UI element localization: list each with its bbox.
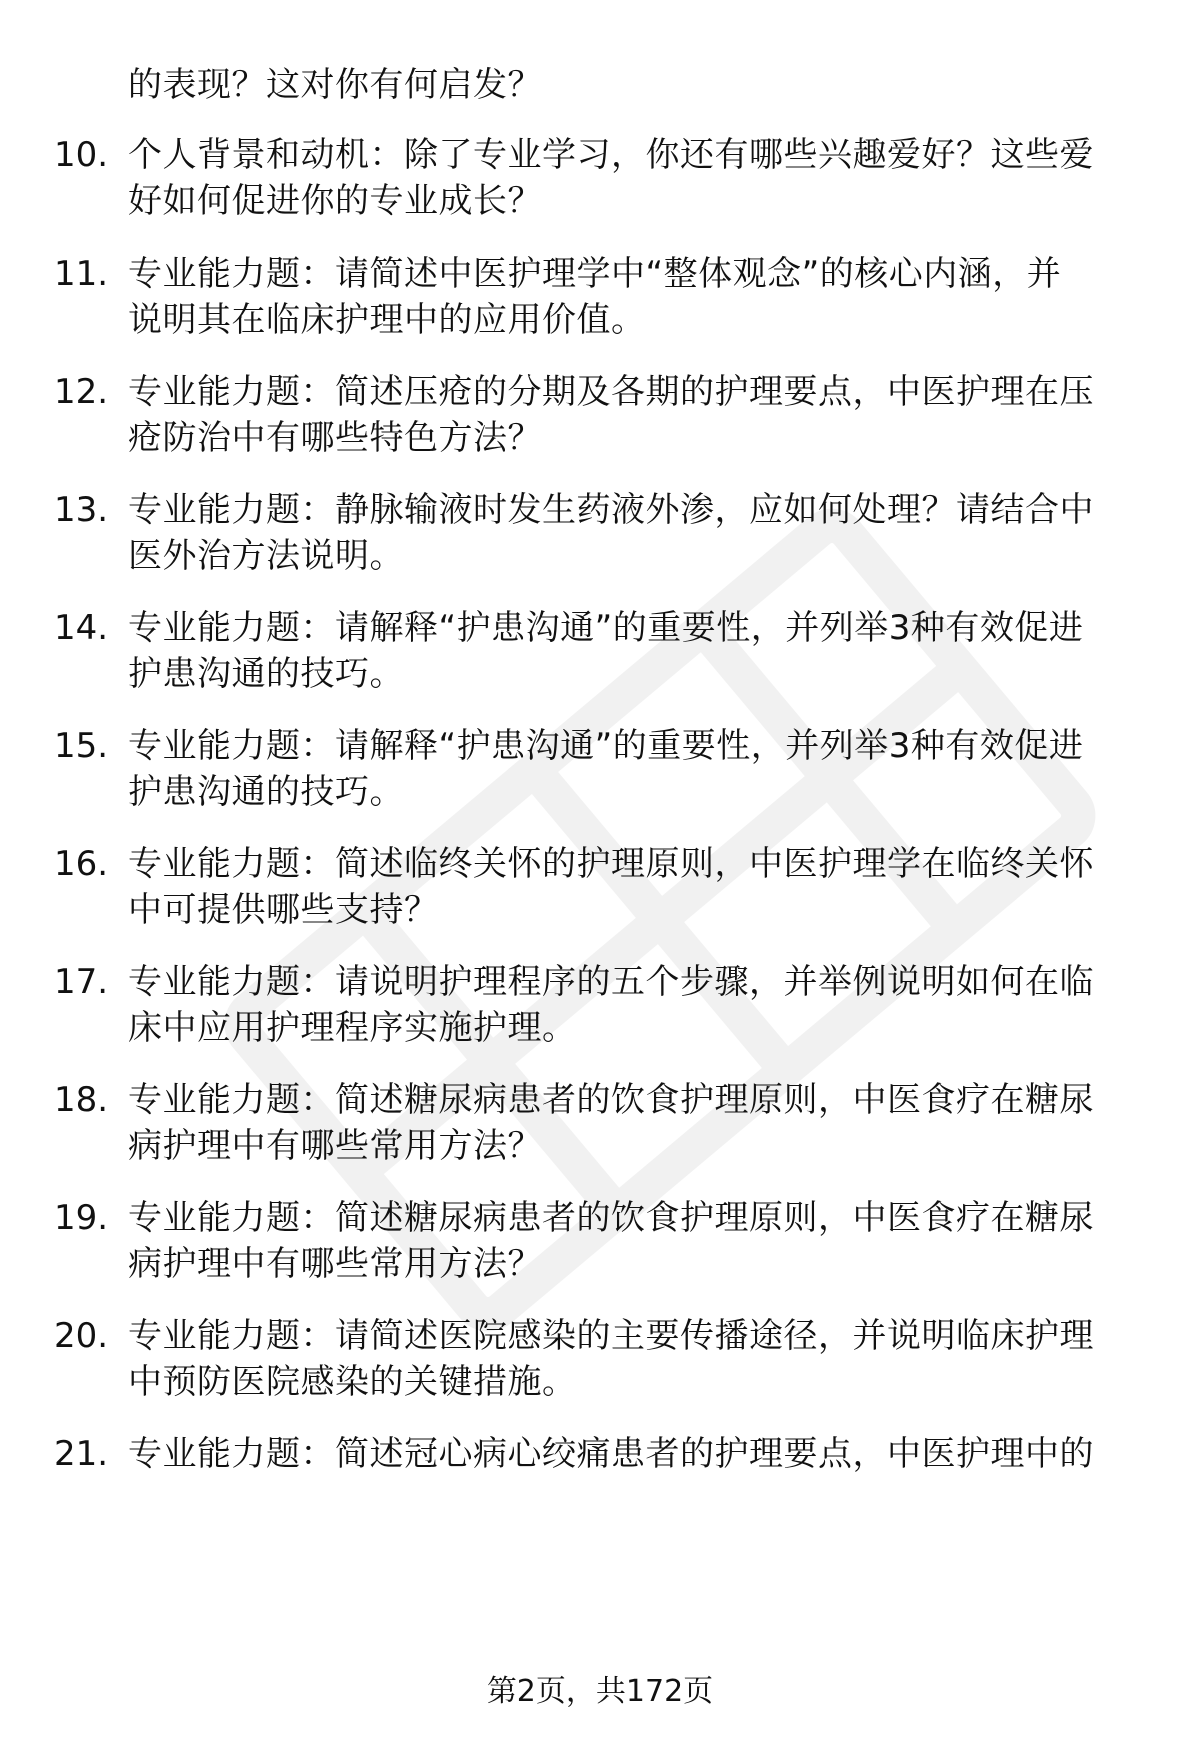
item-line: 疮防治中有哪些特色方法？ — [128, 418, 542, 458]
item-line: 护患沟通的技巧。 — [128, 772, 404, 812]
item-line: 中可提供哪些支持？ — [128, 890, 439, 930]
item-line: 专业能力题：简述压疮的分期及各期的护理要点，中医护理在压 — [128, 372, 1094, 412]
item-line: 中预防医院感染的关键措施。 — [128, 1362, 577, 1402]
item-number: 16. — [54, 844, 109, 884]
item-line: 专业能力题：简述糖尿病患者的饮食护理原则，中医食疗在糖尿 — [128, 1080, 1094, 1120]
item-line: 专业能力题：简述糖尿病患者的饮食护理原则，中医食疗在糖尿 — [128, 1198, 1094, 1238]
item-line: 护患沟通的技巧。 — [128, 654, 404, 694]
item-line: 专业能力题：请解释“护患沟通”的重要性，并列举3种有效促进 — [128, 726, 1084, 766]
item-number: 21. — [54, 1434, 109, 1474]
item-line: 专业能力题：静脉输液时发生药液外渗，应如何处理？请结合中 — [128, 490, 1094, 530]
item-number: 15. — [54, 726, 109, 766]
item-line: 病护理中有哪些常用方法？ — [128, 1126, 542, 1166]
item-line: 专业能力题：请简述医院感染的主要传播途径，并说明临床护理 — [128, 1316, 1094, 1356]
item-line: 病护理中有哪些常用方法？ — [128, 1244, 542, 1284]
item-line: 个人背景和动机：除了专业学习，你还有哪些兴趣爱好？这些爱 — [128, 135, 1094, 175]
item-line: 专业能力题：简述临终关怀的护理原则，中医护理学在临终关怀 — [128, 844, 1094, 884]
item-number: 19. — [54, 1198, 109, 1238]
item-line: 好如何促进你的专业成长？ — [128, 181, 542, 221]
item-number: 13. — [54, 490, 109, 530]
item-number: 20. — [54, 1316, 109, 1356]
item-line: 专业能力题：请说明护理程序的五个步骤，并举例说明如何在临 — [128, 962, 1094, 1002]
page-footer: 第2页，共172页 — [486, 1674, 714, 1709]
item-line: 医外治方法说明。 — [128, 536, 404, 576]
item-line: 专业能力题：请解释“护患沟通”的重要性，并列举3种有效促进 — [128, 608, 1084, 648]
item-number: 12. — [54, 372, 109, 412]
item-number: 17. — [54, 962, 109, 1002]
item-number: 10. — [54, 135, 109, 175]
item-number: 11. — [54, 254, 109, 294]
item-line: 专业能力题：请简述中医护理学中“整体观念”的核心内涵，并 — [128, 254, 1062, 294]
item-number: 14. — [54, 608, 109, 648]
item-line: 床中应用护理程序实施护理。 — [128, 1008, 577, 1048]
item-line: 的表现？这对你有何启发？ — [128, 65, 542, 105]
item-line: 说明其在临床护理中的应用价值。 — [128, 300, 646, 340]
item-line: 专业能力题：简述冠心病心绞痛患者的护理要点，中医护理中的 — [128, 1434, 1094, 1474]
item-number: 18. — [54, 1080, 109, 1120]
